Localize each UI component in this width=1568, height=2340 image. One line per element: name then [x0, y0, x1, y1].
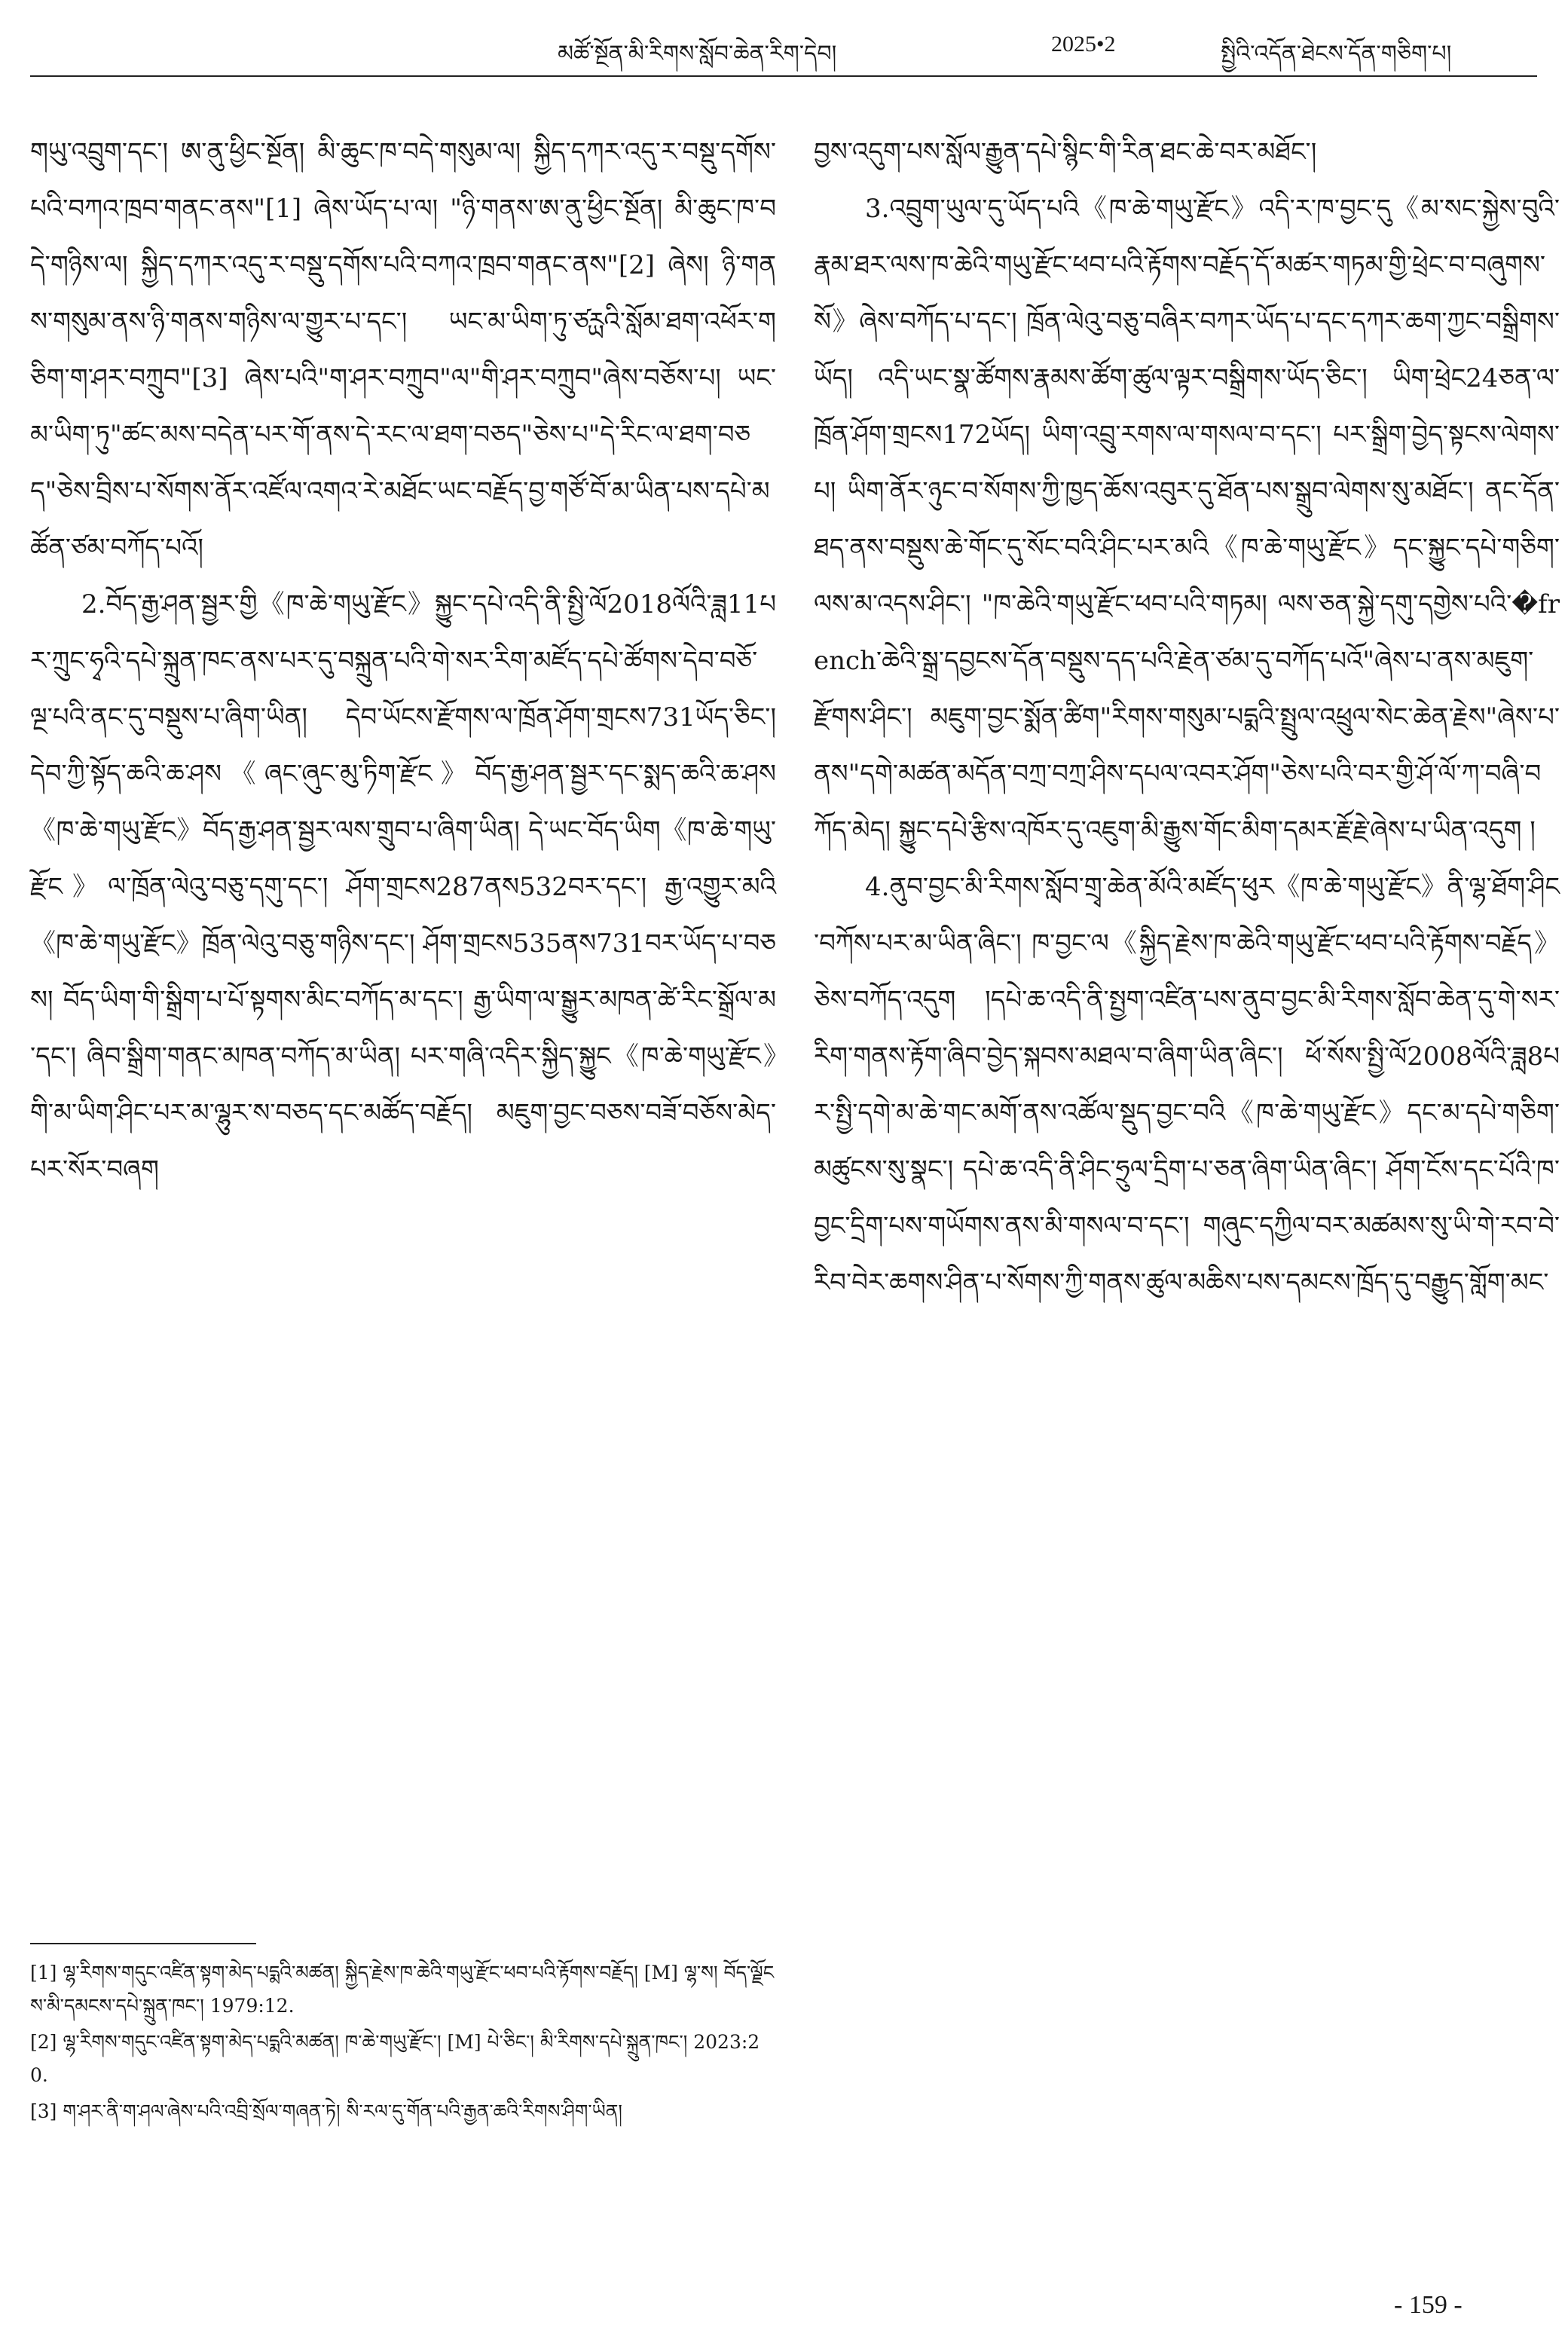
- footnote: [2] ལྷ་རིགས་གདུང་འཛིན་སྟག་མེད་པདྨའི་མཚན། ཁ་ཆེ་གཡུ་རྫོང་། [M] པེ་ཅིང་། མི་རིགས་དཔེ་སྐྲུན་ཁང་། 2023:20.: [30, 2031, 760, 2086]
- section-title: སྤྱིའི་འདོན་ཐེངས་དོན་གཅིག་པ།: [1221, 41, 1452, 67]
- paragraph: བྱས་འདུག་པས་སློལ་རྒྱུན་དཔེ་སྙིང་གི་རིན་ཐང་ཆེ་བར་མཐོང་།: [814, 137, 1317, 167]
- issue-number: 2025•2: [1051, 32, 1116, 57]
- journal-title: མཚོ་སྔོན་མི་རིགས་སློབ་ཆེན་རིག་དེབ།: [558, 41, 837, 67]
- paragraph: 3.འབྲུག་ཡུལ་དུ་ཡོད་པའི《ཁ་ཆེ་གཡུ་རྫོང》འདི་ར་ཁ་བྱང་དུ《མ་སང་སྐྱེས་བུའི་རྣམ་ཐར་ལས་ཁ་ཆེའི་གཡུ་རྫོང་ཕབ་པའི་རྟོགས་བརྗོད་དོ་མཚར་གཏམ་གྱི་ཕྲེང་བ་བཞུགས་སོ》ཞེས་བཀོད་པ་དང་། ཁྲོན་ལེའུ་བཅུ་བཞིར་བཀར་ཡོད་པ་དང་དཀར་ཆག་ཀྱང་བསྒྲིགས་ཡོད། འདི་ཡང་སྣ་ཚོགས་རྣམས་ཚོག་ཚུལ་ལྟར་བསྒྲིགས་ཡོད་ཅིང་། ཡིག་ཕྲེང24ཅན་ལ་ཁྲོན་ཤོག་གྲངས172ཡོད། ཡིག་འབྲུ་རགས་ལ་གསལ་བ་དང་། པར་སྒྲིག་བྱེད་སྟངས་ལེགས་པ། ཡིག་ནོར་ཉུང་བ་སོགས་ཀྱི་ཁྱད་ཆོས་འབུར་དུ་ཐོན་པས་སྒྲུབ་ལེགས་སུ་མཐོང་། ནང་དོན་ཐད་ནས་བསྡུས་ཆེ་གོང་དུ་སོང་བའི་ཤིང་པར་མའི《ཁ་ཆེ་གཡུ་རྫོང》དང་སྐྱུང་དཔེ་གཅིག་ལས་མ་འདས་ཤིང་། "ཁ་ཆེའི་གཡུ་རྫོང་ཕབ་པའི་གཏམ། ལས་ཅན་སྐྱེ་དགུ་དགྱེས་པའི་�french་ཆེའི་སྒྲ་དབྱངས་དོན་བསྡུས་དད་པའི་རྗེན་ཙམ་དུ་བཀོད་པའོ"ཞེས་པ་ནས་མཇུག་རྫོགས་ཤིང་། མཇུག་བྱང་སྨོན་ཚིག"རིགས་གསུམ་པདྨའི་སྤྲུལ་འཕྲུལ་སེང་ཆེན་རྗེས"ཞེས་པ་ནས"དགེ་མཚན་མདོན་བཀྲ་བཀྲ་ཤིས་དཔལ་འབར་ཤོག"ཅེས་པའི་བར་གྱི་ཤོ་ལོ་ཀ་བཞི་བཀོད་མེད། སྐྱུང་དཔེ་རྩིས་འཁོར་དུ་འཇུག་མི་རྒྱུས་གོང་མིག་དམར་རྗོ་རྗེ་ཞེས་པ་ཡིན་འདུག །: [814, 194, 1560, 846]
- paragraph: 2.བོད་རྒྱ་ཤན་སྦྱར་གྱི《ཁ་ཆེ་གཡུ་རྫོང》སྐྱུང་དཔེ་འདི་ནི་སྤྱི་ལོ2018ལོའི་ཟླ11པར་ཀྲུང་ཧྭའི་དཔེ་སྐྲུན་ཁང་ནས་པར་དུ་བསྐྲུན་པའི་གེ་སར་རིག་མཛོད་དཔེ་ཚོགས་དེབ་བཅོ་ལྔ་པའི་ནང་དུ་བསྡུས་པ་ཞིག་ཡིན། དེབ་ཡོངས་རྫོགས་ལ་ཁྲོན་ཤོག་གྲངས731ཡོད་ཅིང་། དེབ་ཀྱི་སྟོད་ཆའི་ཆ་ཤས《ཞང་ཞུང་མུ་ཏིག་རྫོང》བོད་རྒྱ་ཤན་སྦྱར་དང་སྨད་ཆའི་ཆ་ཤས《ཁ་ཆེ་གཡུ་རྫོང》བོད་རྒྱ་ཤན་སྦྱར་ལས་གྲུབ་པ་ཞིག་ཡིན། དེ་ཡང་བོད་ཡིག《ཁ་ཆེ་གཡུ་རྫོང》ལ་ཁྲོན་ལེའུ་བཅུ་དགུ་དང་། ཤོག་གྲངས287ནས532བར་དང་། རྒྱ་འགྱུར་མའི《ཁ་ཆེ་གཡུ་རྫོང》ཁྲོན་ལེའུ་བཅུ་གཉིས་དང་། ཤོག་གྲངས535ནས731བར་ཡོད་པ་བཅས། བོད་ཡིག་གི་སྒྲིག་པ་པོ་སྟགས་མིང་བཀོད་མ་དང་། རྒྱ་ཡིག་ལ་སྒྱུར་མཁན་ཚེ་རིང་སྒྲོལ་མ་དང་། ཞིབ་སྒྲིག་གནང་མཁན་བཀོད་མ་ཡིན། པར་གཞི་འདིར་སྐྱིད་སྐྱུང《ཁ་ཆེ་གཡུ་རྫོང》གི་མ་ཡིག་ཤིང་པར་མ་ལྷུར་ས་བཅད་དང་མཚོད་བརྗོད། མཇུག་བྱང་བཅས་བཟོ་བཅོས་མེད་པར་སོར་བཞག: [30, 589, 776, 1185]
- footnote: [3] ག་ཤར་ནི་ག་ཤལ་ཞེས་པའི་འབྲི་སྲོལ་གཞན་ཏེ། སི་རལ་དུ་གོན་པའི་རྒྱན་ཆའི་རིགས་ཤིག་ཡིན།: [30, 2100, 622, 2122]
- right-column: [814, 124, 1560, 1311]
- footnotes: [30, 1956, 776, 2131]
- footnote-rule: [30, 1943, 256, 1944]
- footnote: [1] ལྷ་རིགས་གདུང་འཛིན་སྟག་མེད་པདྨའི་མཚན། སྐྱིད་རྗེས་ཁ་ཆེའི་གཡུ་རྫོང་ཕབ་པའི་རྟོགས་བརྗོད། [M] ལྷ་ས། བོད་ལྗོངས་མི་དམངས་དཔེ་སྐྲུན་ཁང་། 1979:12.: [30, 1962, 775, 2017]
- left-column: [30, 124, 776, 1198]
- paragraph: གཡུ་འབྲུག་དང་། ཨ་ནུ་ཕྱིང་སྔོན། མི་ཆུང་ཁ་བདེ་གསུམ་ལ། སྐྱིད་དཀར་འདུ་ར་བསྡུ་དགོས་པའི་བཀའ་ཁྲབ་གནང་ནས"[1] ཞེས་ཡོད་པ་ལ། "ཉི་གནས་ཨ་ནུ་ཕྱིང་སྔོན། མི་ཆུང་ཁ་བདེ་གཉིས་ལ། སྐྱིད་དཀར་འདུ་ར་བསྡུ་དགོས་པའི་བཀའ་ཁྲབ་གནང་ནས"[2] ཞེས། ཉི་གནས་གསུམ་ནས་ཉི་གནས་གཉིས་ལ་གྱུར་པ་དང་། ཡང་མ་ཡིག་ཏུ་ཙཪྻའི་སློམ་ཐག་འཕོར་གཅིག་ག་ཤར་བཀྲུབ"[3] ཞེས་པའི"ག་ཤར་བཀྲུབ"ལ"གི་ཤར་བཀྲུབ"ཞེས་བཅོས་པ། ཡང་མ་ཡིག་ཏུ"ཚང་མས་བདེན་པར་གོ་ནས་དེ་རང་ལ་ཐག་བཅད"ཅེས་པ"དེ་རིང་ལ་ཐག་བཅད"ཅེས་བྲིས་པ་སོགས་ནོར་འཛོལ་འགའ་རེ་མཐོང་ཡང་བརྗོད་བྱ་གཙོ་བོ་མ་ཡིན་པས་དཔེ་མཚོན་ཙམ་བཀོད་པའོ།: [30, 137, 776, 563]
- page-number: - 159 -: [1394, 2291, 1463, 2319]
- header-rule: [30, 75, 1537, 77]
- running-header: [0, 0, 1568, 90]
- paragraph: 4.ནུབ་བྱང་མི་རིགས་སློབ་གྲྭ་ཆེན་མོའི་མཛོད་ཕུར《ཁ་ཆེ་གཡུ་རྫོང》ནི་ལྷ་ཐོག་ཤིང་བཀོས་པར་མ་ཡིན་ཞིང་། ཁ་བྱང་ལ《སྐྱིད་རྗེས་ཁ་ཆེའི་གཡུ་རྫོང་ཕབ་པའི་རྟོགས་བརྗོད》ཅེས་བཀོད་འདུག །དཔེ་ཆ་འདི་ནི་སྤྱག་འཛིན་པས་ནུབ་བྱང་མི་རིགས་སློབ་ཆེན་དུ་གེ་སར་རིག་གནས་རྟོག་ཞིབ་བྱེད་སྐབས་མཐལ་བ་ཞིག་ཡིན་ཞིང་། ཕོ་སོས་སྤྱི་ལོ2008ལོའི་ཟླ8པར་སྤྱི་དགེ་མ་ཆེ་གང་མགོ་ནས་འཚོལ་སྡུད་བྱང་བའི《ཁ་ཆེ་གཡུ་རྫོང》དང་མ་དཔེ་གཅིག་མཚུངས་སུ་སྣང་། དཔེ་ཆ་འདི་ནི་ཤིང་ཧྲུལ་དྲིག་པ་ཅན་ཞིག་ཡིན་ཞིང་། ཤོག་ངོས་དང་པོའི་ཁ་བྱང་དྲིག་པས་གཡོགས་ནས་མི་གསལ་བ་དང་། གཞུང་དཀྱིལ་བར་མཚམས་སུ་ཡི་གེ་རབ་བེ་རིབ་བེར་ཆགས་ཤིན་པ་སོགས་ཀྱི་གནས་ཚུལ་མཆིས་པས་དམངས་ཁྲོད་དུ་བརྒྱུད་གློག་མང་: [814, 872, 1560, 1298]
